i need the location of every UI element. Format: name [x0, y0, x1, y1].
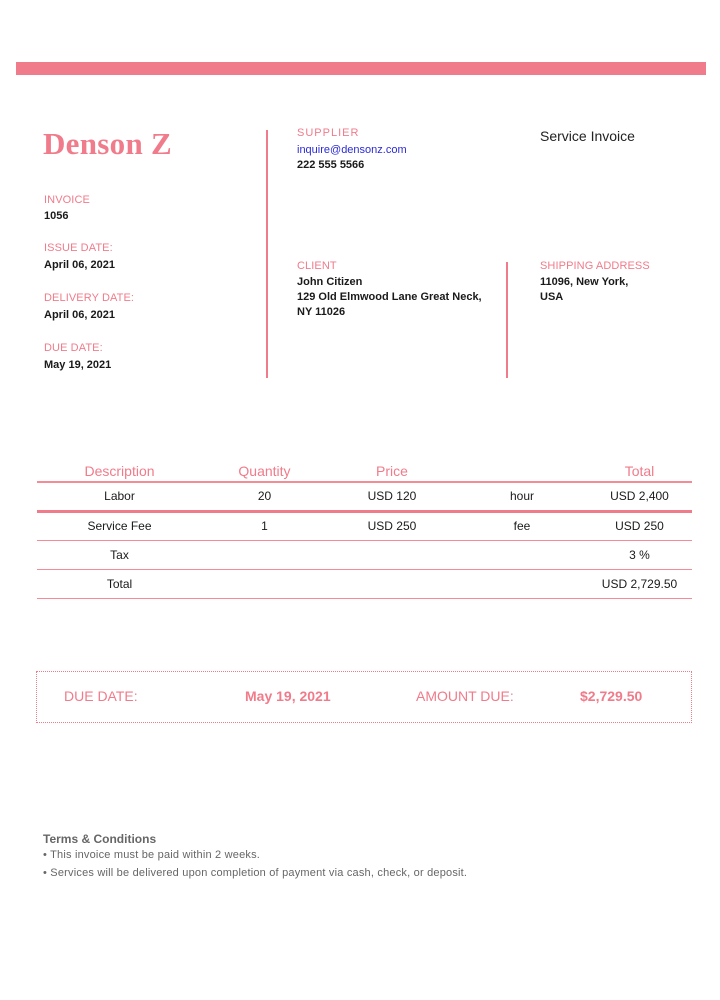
cell-description: Tax: [110, 547, 129, 562]
table-row: [37, 482, 692, 511]
invoice-number: 1056: [44, 210, 69, 222]
shipping-line2: USA: [540, 291, 564, 303]
summary-amount-due-label: AMOUNT DUE:: [416, 688, 514, 704]
client-address-line2: NY 11026: [297, 306, 346, 318]
summary-due-date-label: DUE DATE:: [64, 688, 138, 704]
summary-due-date: May 19, 2021: [245, 688, 331, 704]
terms-line: • This invoice must be paid within 2 weeks.: [43, 849, 261, 861]
cell-unit: [457, 569, 587, 598]
cell-total: 3 %: [629, 547, 650, 562]
cell-total: USD 2,729.50: [601, 576, 678, 591]
header-accent-bar: [16, 62, 706, 75]
table-header-row: [37, 460, 692, 482]
company-name: Denson Z: [43, 126, 173, 161]
delivery-date: April 06, 2021: [44, 309, 115, 321]
column-divider: [266, 130, 268, 378]
terms-title: Terms & Conditions: [43, 832, 157, 846]
client-name: John Citizen: [297, 276, 363, 288]
table-row: [37, 569, 692, 598]
cell-price: [327, 569, 457, 598]
terms-line: • Services will be delivered upon completion of payment via cash, check, or deposit.: [43, 867, 468, 879]
shipping-line1: 11096, New York,: [540, 276, 629, 288]
cell-quantity: [202, 540, 327, 569]
cell-unit: hour: [509, 489, 535, 504]
invoice-number-label: INVOICE: [44, 194, 90, 206]
column-divider: [506, 262, 508, 378]
due-date: May 19, 2021: [44, 359, 112, 371]
issue-date-label: ISSUE DATE:: [44, 242, 113, 254]
due-date-label: DUE DATE:: [44, 342, 103, 354]
cell-total: USD 2,400: [610, 489, 669, 504]
cell-description: Labor: [104, 489, 135, 504]
cell-total: USD 250: [615, 519, 664, 533]
supplier-label: SUPPLIER: [297, 127, 360, 139]
cell-price: [327, 540, 457, 569]
cell-price: USD 120: [367, 489, 417, 504]
cell-description: Service Fee: [87, 519, 152, 533]
issue-date: April 06, 2021: [44, 259, 115, 271]
cell-quantity: [202, 569, 327, 598]
table-row: [37, 540, 692, 569]
header-quantity: Quantity: [238, 463, 291, 479]
header-description: Description: [84, 463, 155, 479]
supplier-email[interactable]: inquire@densonz.com: [297, 144, 407, 156]
table-row: [37, 511, 692, 540]
client-label: CLIENT: [297, 260, 337, 272]
supplier-phone: 222 555 5566: [297, 159, 365, 171]
header-unit: [457, 460, 587, 482]
client-address-line1: 129 Old Elmwood Lane Great Neck,: [297, 291, 482, 303]
document-type: Service Invoice: [540, 128, 635, 144]
line-items-table: [37, 460, 692, 599]
cell-unit: fee: [513, 519, 531, 533]
cell-quantity: 20: [257, 489, 272, 504]
cell-unit: [457, 540, 587, 569]
header-price: Price: [376, 463, 408, 479]
shipping-label: SHIPPING ADDRESS: [540, 260, 650, 272]
cell-description: Total: [106, 576, 133, 591]
summary-amount-due: $2,729.50: [580, 688, 643, 704]
cell-quantity: 1: [261, 519, 268, 533]
cell-price: USD 250: [367, 519, 417, 533]
delivery-date-label: DELIVERY DATE:: [44, 292, 135, 304]
header-total: Total: [624, 463, 655, 479]
